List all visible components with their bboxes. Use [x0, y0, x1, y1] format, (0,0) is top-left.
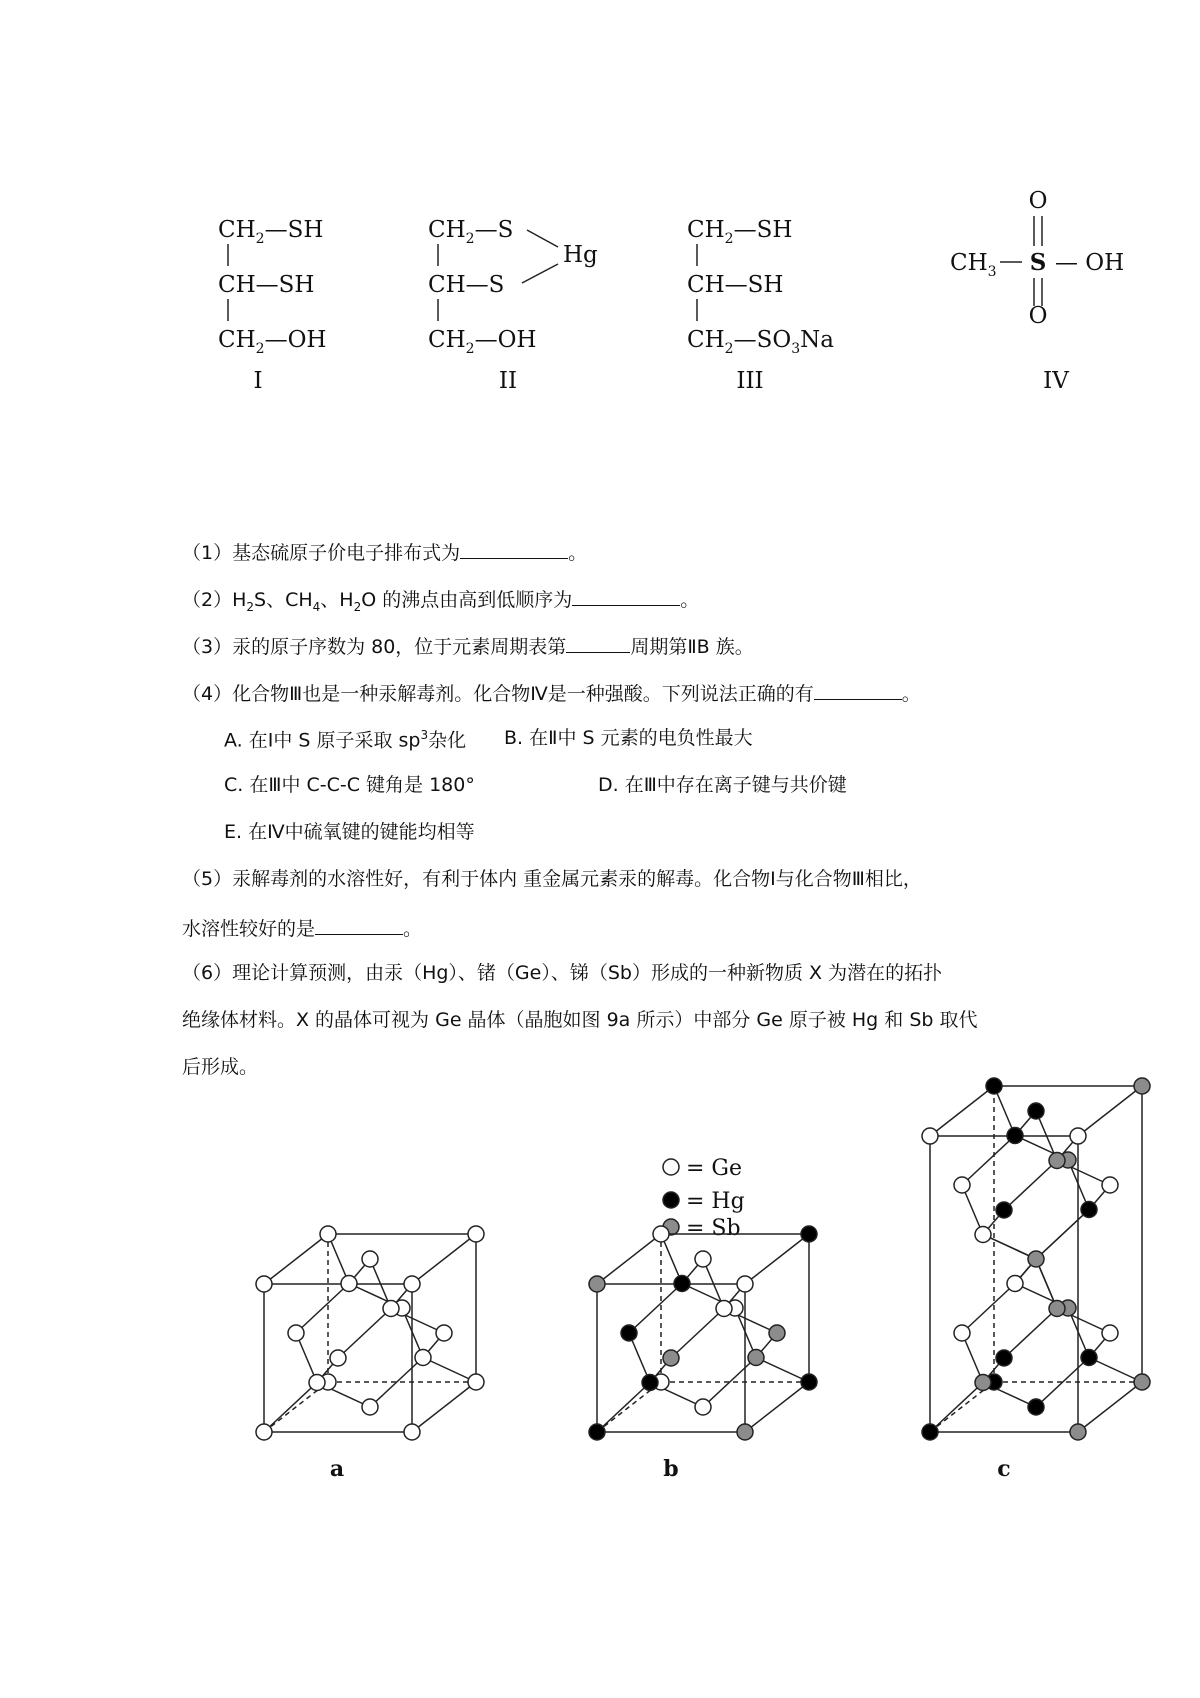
atom	[330, 1350, 346, 1366]
bond-line	[1078, 1086, 1142, 1136]
svg-text:CH2—SH: $CH_2—SH$	[218, 217, 324, 247]
svg-text:O: O	[1028, 188, 1048, 214]
svg-text:— OH: — OH	[1055, 250, 1125, 276]
bond-line	[1078, 1382, 1142, 1432]
cell-label-b: b	[663, 1456, 679, 1482]
svg-text:O: O	[1028, 303, 1048, 329]
svg-text:CH2—SH: $CH_2—SH$	[687, 217, 793, 247]
atom	[1028, 1399, 1044, 1415]
question-6-line-3: 后形成。	[182, 1056, 259, 1078]
atom	[1007, 1128, 1023, 1144]
bond-line	[597, 1383, 650, 1433]
structure-i	[218, 217, 327, 394]
svg-text:CH2—SO3Na: $CH_2—SO_3Na$	[687, 327, 834, 357]
bond-line	[264, 1383, 317, 1433]
svg-text:CH—SH: CH—SH	[687, 272, 784, 298]
atom	[309, 1375, 325, 1391]
option-a: A. 在Ⅰ中 S 原子采取 $sp^3$杂化	[224, 728, 467, 752]
atom	[1134, 1078, 1150, 1094]
answer-blank[interactable]	[814, 682, 902, 700]
crystal-cell-c	[922, 1078, 1150, 1440]
svg-text:CH2—S: $CH_2—S$	[428, 217, 514, 247]
legend-hg: = Hg	[686, 1189, 745, 1214]
cell-label-a: a	[329, 1456, 345, 1482]
atom	[468, 1374, 484, 1390]
option-b: B. 在Ⅱ中 S 元素的电负性最大	[504, 727, 753, 749]
atom	[1134, 1374, 1150, 1390]
structure-ii	[428, 217, 598, 394]
atom	[256, 1276, 272, 1292]
atom	[801, 1226, 817, 1242]
atom	[996, 1202, 1012, 1218]
bond-line	[629, 1284, 682, 1334]
question-6-line-2: 绝缘体材料。X 的晶体可视为 Ge 晶体（晶胞如图 9a 所示）中部分 Ge 原子被 Hg 和 Sb 取代	[182, 1009, 978, 1031]
answer-blank[interactable]	[566, 635, 630, 653]
atom	[996, 1350, 1012, 1366]
structure-iii	[687, 217, 834, 394]
atom	[922, 1424, 938, 1440]
atom	[954, 1325, 970, 1341]
question-1: （1）基态硫原子价电子排布式为 。	[182, 542, 588, 564]
atom	[404, 1276, 420, 1292]
question-2: $(2)H_2S$、$CH_4$、$H_2O$ 的沸点由高到低顺序为 。	[182, 589, 700, 614]
atom	[716, 1301, 732, 1317]
bond-line	[983, 1235, 1036, 1260]
legend-ge: = Ge	[686, 1156, 743, 1181]
answer-blank[interactable]	[315, 917, 403, 935]
bond-line	[597, 1234, 661, 1284]
svg-text:CH—SH: CH—SH	[218, 272, 315, 298]
atom	[653, 1226, 669, 1242]
question-4: （4）化合物Ⅲ也是一种汞解毒剂。化合物Ⅳ是一种强酸。下列说法正确的有 。	[182, 683, 921, 705]
bond-line	[745, 1234, 809, 1284]
bond-line	[1004, 1161, 1057, 1211]
bond-line	[296, 1284, 349, 1334]
atom	[954, 1177, 970, 1193]
bond-line	[745, 1382, 809, 1432]
bond-line	[671, 1309, 724, 1359]
bond-line	[423, 1358, 476, 1383]
structure-label: I	[253, 368, 263, 394]
atom	[288, 1325, 304, 1341]
atom	[1028, 1103, 1044, 1119]
atom	[589, 1424, 605, 1440]
question-3: （3）汞的原子序数为 80，位于元素周期表第 周期第ⅡB 族。	[182, 636, 754, 658]
atom	[1049, 1153, 1065, 1169]
atom	[737, 1424, 753, 1440]
crystal-figure	[0, 1110, 1200, 1670]
atom	[1102, 1177, 1118, 1193]
svg-text:CH3: $CH_3$	[950, 250, 997, 280]
atom	[436, 1325, 452, 1341]
atom	[415, 1350, 431, 1366]
option-e: E. 在Ⅳ中硫氧键的键能均相等	[224, 821, 475, 843]
question-6-line-1: （6）理论计算预测，由汞（Hg）、锗（Ge）、锑（Sb）形成的一种新物质 X 为潜在的拓扑	[182, 962, 943, 984]
answer-blank[interactable]	[460, 541, 568, 559]
mercury-atom: Hg	[563, 242, 598, 268]
atom	[975, 1375, 991, 1391]
atom	[404, 1424, 420, 1440]
atom	[1081, 1350, 1097, 1366]
bond-line	[412, 1234, 476, 1284]
structure-figure	[0, 0, 1200, 400]
atom	[695, 1251, 711, 1267]
crystal-cell-b	[589, 1226, 817, 1440]
legend-hg-atom	[663, 1192, 679, 1208]
atom	[621, 1325, 637, 1341]
atom	[769, 1325, 785, 1341]
atom	[663, 1350, 679, 1366]
cell-label-c: c	[997, 1456, 1011, 1482]
bond-line	[962, 1136, 1015, 1186]
option-c: C. 在Ⅲ中 C-C-C 键角是 180°	[224, 774, 475, 796]
question-5-line-2: 水溶性较好的是 。	[182, 918, 423, 940]
answer-blank[interactable]	[572, 588, 680, 606]
bond-line	[338, 1309, 391, 1359]
option-d: D. 在Ⅲ中存在离子键与共价键	[598, 774, 847, 796]
atom	[695, 1399, 711, 1415]
atom	[642, 1375, 658, 1391]
atom	[737, 1276, 753, 1292]
atom	[674, 1276, 690, 1292]
crystal-cell-a	[256, 1226, 484, 1440]
svg-text:S: S	[1029, 249, 1047, 276]
atom	[1081, 1202, 1097, 1218]
bond-line	[756, 1358, 809, 1383]
structure-label: III	[736, 368, 764, 394]
bond-line	[264, 1234, 328, 1284]
atom	[801, 1374, 817, 1390]
atom	[1070, 1424, 1086, 1440]
atom	[341, 1276, 357, 1292]
bond-line	[412, 1382, 476, 1432]
atom	[1070, 1128, 1086, 1144]
bond-line	[1036, 1210, 1089, 1260]
atom	[362, 1251, 378, 1267]
atom	[975, 1227, 991, 1243]
atom	[748, 1350, 764, 1366]
legend	[663, 1156, 745, 1241]
svg-text:CH—S: CH—S	[428, 272, 505, 298]
atom	[986, 1078, 1002, 1094]
atom	[320, 1226, 336, 1242]
atom	[383, 1301, 399, 1317]
structure-iv	[950, 188, 1124, 394]
bond-line	[930, 1383, 983, 1433]
bond-line	[1089, 1358, 1142, 1383]
atom	[1028, 1251, 1044, 1267]
structure-label: IV	[1043, 368, 1069, 394]
bond-line	[1004, 1309, 1057, 1359]
atom	[1102, 1325, 1118, 1341]
atom	[256, 1424, 272, 1440]
atom	[922, 1128, 938, 1144]
bond-line	[962, 1284, 1015, 1334]
legend-sb: = Sb	[686, 1216, 741, 1241]
atom	[589, 1276, 605, 1292]
atom	[468, 1226, 484, 1242]
atom	[1049, 1301, 1065, 1317]
legend-ge-atom	[663, 1159, 679, 1175]
svg-text:CH2—OH: $CH_2—OH$	[218, 327, 327, 357]
atom	[1007, 1276, 1023, 1292]
svg-text:CH2—OH: $CH_2—OH$	[428, 327, 537, 357]
question-5-line-1: （5）汞解毒剂的水溶性好，有利于体内 重金属元素汞的解毒。化合物Ⅰ与化合物Ⅲ相比，	[182, 868, 922, 890]
structure-label: II	[498, 368, 518, 394]
atom	[362, 1399, 378, 1415]
bond-line	[930, 1086, 994, 1136]
